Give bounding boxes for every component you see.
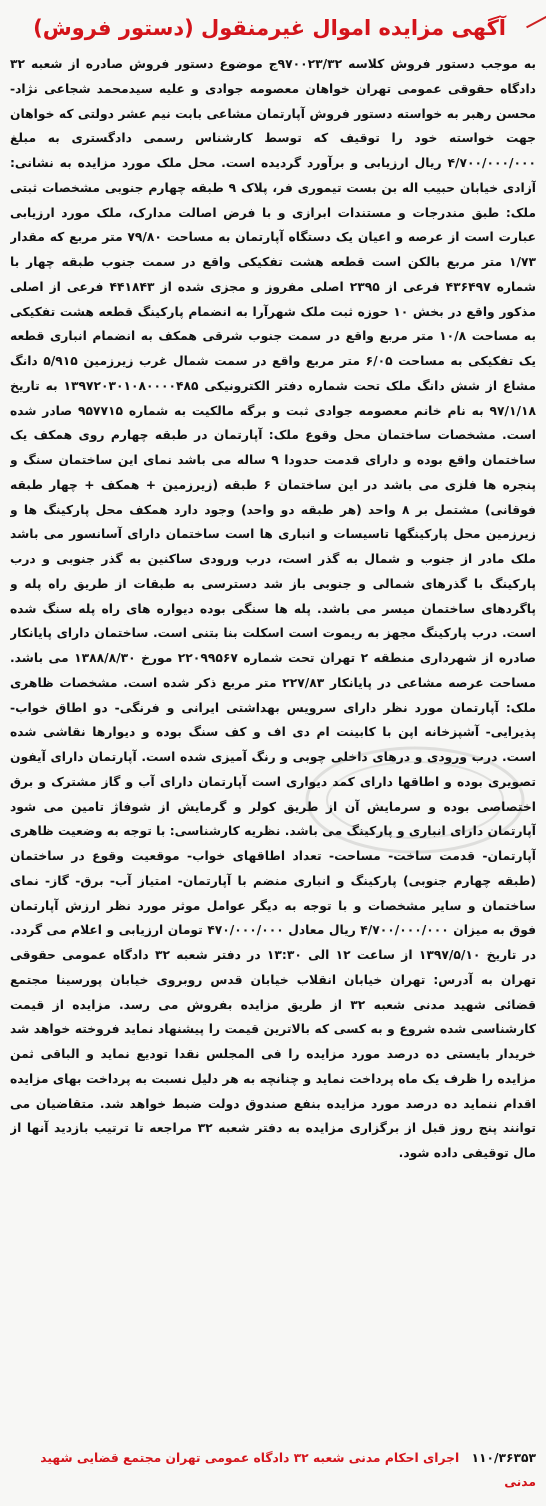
notice-title: آگهی مزایده اموال غیرمنقول (دستور فروش): [33, 16, 506, 40]
notice-body: به موجب دستور فروش کلاسه ۹۷۰۰۲۳/۳۲ج موضوع دستور فروش صادره از شعبه ۳۲ دادگاه حقوقی عمومی تهران خواهان معصومه جوادی و علیه سیدمحمد شجاعی نژاد- محسن رهبر به خواسته دستور فروش آپارتمان مشاعی بابت نیم عشر دولتی که خواهان جهت خواسته خود را توقیف که توسط کارشناس رسمی دادگستری به مبلغ ۴/۷۰۰/۰۰۰/۰۰۰ ریال ارزیابی و برآورد گردیده است. محل ملک مورد مزایده به نشانی: آزادی خیابان حبیب اله بن بست تیموری فر، پلاک ۹ طبقه چهارم جنوبی مشخصات ثبتی ملک: طبق مندرجات و مستندات ابرازی و با فرض اصالت مدارک، ملک مورد ارزیابی عبارت است از عرصه و اعیان یک دستگاه آپارتمان به مساحت ۷۹/۸۰ متر مربع که مقدار ۱/۷۳ متر مربع بالکن است قطعه هشت تفکیکی واقع در سمت جنوب طبقه چهار با شماره ۴۳۶۴۹۷ فرعی از ۲۳۹۵ اصلی مفروز و مجزی شده از ۴۴۱۸۴۳ فرعی از اصلی مذکور واقع در بخش ۱۰ حوزه ثبت ملک شهرآرا به انضمام پارکینگ قطعه هشت تفکیکی به مساحت ۱۰/۸ متر مربع واقع در سمت جنوب شرقی همکف به انضمام انباری قطعه یک تفکیکی به مساحت ۶/۰۵ متر مربع واقع در سمت شمال غرب زیرزمین ۵/۹۱۵ دانگ مشاع از شش دانگ ملک تحت شماره دفتر الکترونیکی ۱۳۹۷۲۰۳۰۱۰۸۰۰۰۰۴۸۵ به تاریخ ۹۷/۱/۱۸ به نام خانم معصومه جوادی ثبت و برگه مالکیت به شماره ۹۵۷۷۱۵ صادر شده است. مشخصات ساختمان محل وقوع ملک: آپارتمان در طبقه چهارم روی همکف یک ساختمان واقع بوده و دارای قدمت حدودا ۹ ساله می باشد نمای این ساختمان سنگ و پنجره ها فلزی می باشد در این ساختمان ۶ طبقه (زیرزمین + همکف + چهار طبقه فوقانی) مشتمل بر ۸ واحد (هر طبقه دو واحد) وجود دارد همکف محل پارکینگ ها و زیرزمین محل پارکینگها تاسیسات و انباری ها است ساختمان دارای آسانسور می باشد ملک مادر از جنوب و شمال به گذر است، درب ورودی ساکنین به گذر جنوبی و درب پارکینگ با گذرهای شمالی و جنوبی باز شد دسترسی به طبقات از طریق راه پله و پاگردهای ساختمان میسر می باشد. پله ها سنگی بوده دیواره های راه پله سنگ شده است. درب پارکینگ مجهز به ریموت است اسکلت بنا بتنی است. ساختمان دارای پایانکار صادره از شهرداری منطقه ۲ تهران تحت شماره ۲۲۰۹۹۵۶۷ مورخ ۱۳۸۸/۸/۳۰ می باشد. مساحت عرصه مشاعی در پایانکار ۲۲۷/۸۳ متر مربع ذکر شده است. مشخصات ظاهری ملک: آپارتمان مورد نظر دارای سرویس بهداشتی ایرانی و فرنگی- دو اطاق خواب- پذیرایی- آشپزخانه اپن با کابینت ام دی اف و کف سنگ بوده و دیوارها نقاشی شده است. درب ورودی و درهای داخلی چوبی و رنگ آمیزی شده است. آپارتمان دارای آیفون تصویری بوده و اطاقها دارای کمد دیواری است آپارتمان دارای آب و گاز مشترک و برق اختصاصی بوده و سرمایش آن از طریق کولر و گرمایش از شوفاژ تامین می شود آپارتمان دارای انباری و پارکینگ می باشد. نظریه کارشناسی: با توجه به وضعیت ظاهری آپارتمان- قدمت ساخت- مساحت- تعداد اطاقهای خواب- موقعیت وقوع در ساختمان (طبقه چهارم جنوبی) پارکینگ و انباری منضم با آپارتمان- امتیاز آب- برق- گاز- نمای ساختمان و سایر مشخصات و با توجه به دیگر عوامل موثر مورد نظر ارزش آپارتمان فوق به میزان ۴/۷۰۰/۰۰۰/۰۰۰ ریال معادل ۴۷۰/۰۰۰/۰۰۰ تومان ارزیابی و اعلام می گردد. در تاریخ ۱۳۹۷/۵/۱۰ از ساعت ۱۲ الی ۱۳:۳۰ در دفتر شعبه ۳۲ دادگاه عمومی حقوقی تهران به آدرس: تهران خیابان انقلاب خیابان قدس روبروی خیابان پورسینا مجتمع قضائی شهید مدنی شعبه ۳۲ از طریق مزایده بفروش می رسد. مزایده از قیمت کارشناسی شده شروع و به کسی که بالاترین قیمت را پیشنهاد نماید فروخته خواهد شد خریدار بایستی ده درصد مورد مزایده را فی المجلس نقدا تودیع نماید و الباقی ثمن مزایده را ظرف یک ماه پرداخت نماید و چنانچه به هر دلیل نسبت به پرداخت بهای مزایده اقدام ننماید ده درصد مورد مزایده بنفع صندوق دولت ضبط خواهد شد. متقاضیان می توانند پنج روز قبل از برگزاری مزایده به دفتر شعبه ۳۲ مراجعه تا ترتیب بازدید آنها از مال توقیفی داده شود.: [10, 57, 536, 1160]
corner-pen-mark: [512, 0, 546, 28]
footer-issuer: اجرای احکام مدنی شعبه ۳۲ دادگاه عمومی تهران مجتمع قضایی شهید مدنی: [40, 1451, 536, 1489]
notice-footer: [10, 1446, 536, 1502]
footer-code: ۱۱۰/۳۶۳۵۳: [471, 1451, 536, 1465]
